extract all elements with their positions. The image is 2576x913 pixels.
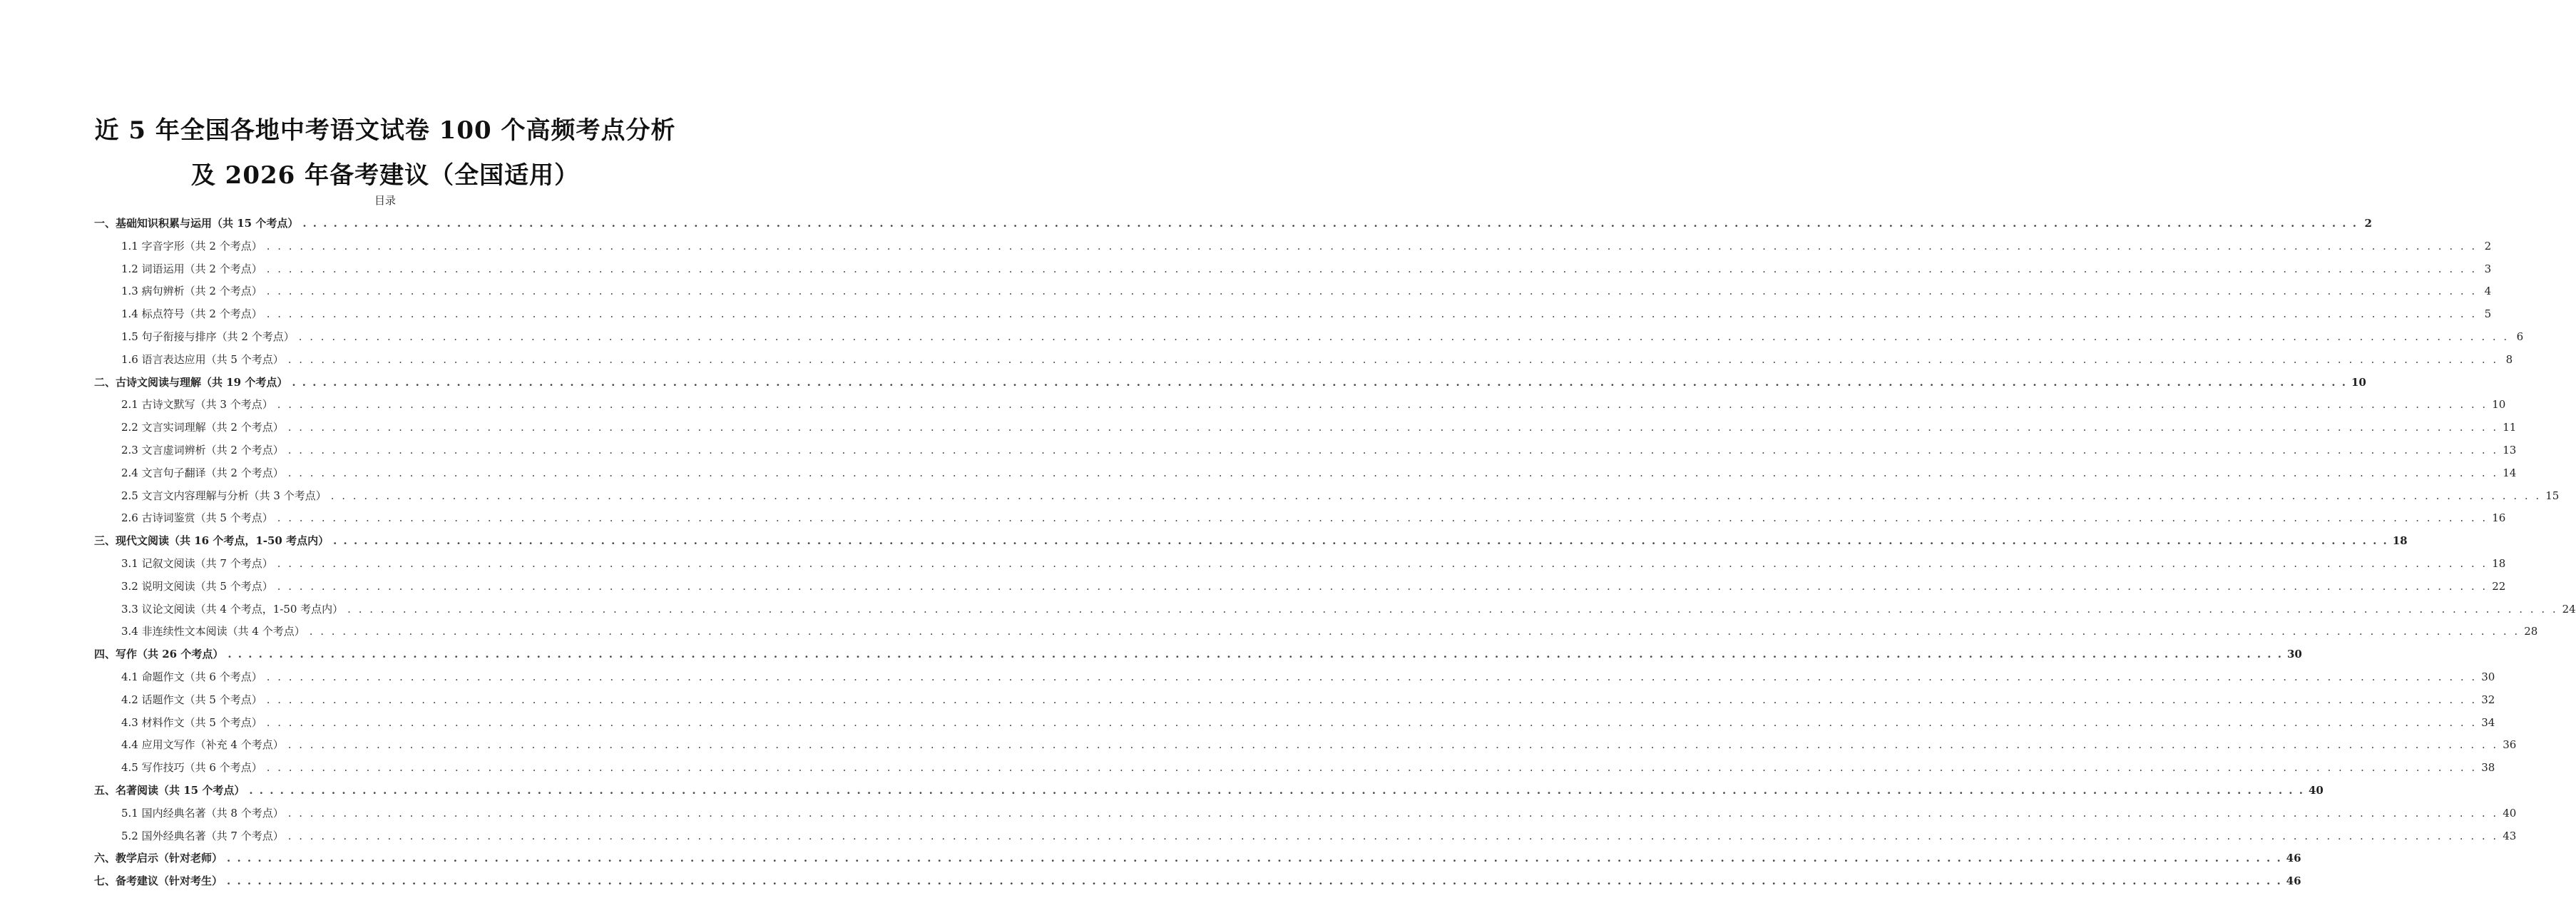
toc-entry-label: 1.4 标点符号（共 2 个考点）	[121, 307, 262, 321]
toc-subsection-entry[interactable]	[121, 465, 2517, 481]
toc-leader-dots: . . . . . . . . . . . . . . . . . . . . . . . . . . . . . . . . . . . . . . . . . . . . . . . . . . . . . . . . . . . . . . . . . . . . . . . . . . . . . . . . . . . . . . . . . . . . . . . . . . . . . . . . . . . . . . . . . . . . . . . . . . . . . . . . . . . . . . . . . . . . . . . . . . . . . . . . . . . . . . . . . . . . . . . . . . . . . . . . . . . . . . . . . . . . . . . . . . . . . . . .	[287, 444, 2499, 456]
toc-subsection-entry[interactable]	[121, 488, 2560, 504]
toc-entry-page-number: 3	[2484, 262, 2492, 275]
document-title-line-2: 及 2026 年备考建议（全国适用）	[190, 161, 580, 190]
toc-entry-page-number: 43	[2503, 829, 2517, 842]
toc-subsection-entry[interactable]	[121, 329, 2524, 345]
toc-subsection-entry[interactable]	[121, 669, 2495, 685]
toc-entry-label: 五、名著阅读（共 15 个考点）	[94, 784, 245, 797]
toc-entry-label: 4.2 话题作文（共 5 个考点）	[121, 693, 262, 706]
toc-entry-label: 2.2 文言实词理解（共 2 个考点）	[121, 421, 284, 434]
toc-leader-dots: . . . . . . . . . . . . . . . . . . . . . . . . . . . . . . . . . . . . . . . . . . . . . . . . . . . . . . . . . . . . . . . . . . . . . . . . . . . . . . . . . . . . . . . . . . . . . . . . . . . . . . . . . . . . . . . . . . . . . . . . . . . . . . . . . . . . . . . . . . . . . . . . . . . . . . . . . . . . . . . . . . . . . . . . . . . . . . . . . . . . . . . . . . . . . . . . . . . . . . . .	[277, 398, 2488, 412]
toc-subsection-entry[interactable]	[121, 238, 2492, 254]
toc-entry-page-number: 8	[2505, 352, 2513, 366]
toc-entry-page-number: 4	[2484, 285, 2492, 298]
toc-leader-dots: . . . . . . . . . . . . . . . . . . . . . . . . . . . . . . . . . . . . . . . . . . . . . . . . . . . . . . . . . . . . . . . . . . . . . . . . . . . . . . . . . . . . . . . . . . . . . . . . . . . . . . . . . . . . . . . . . . . . . . . . . . . . . . . . . . . . . . . . . . . . . . . . . . . . . . . . . . . . . . . . . . . . . . . . . . . . . . . . . . . . . . . . . . . . . . . . . . . . . . . .	[266, 670, 2478, 683]
toc-entry-page-number: 18	[2392, 534, 2408, 548]
toc-entry-label: 三、现代文阅读（共 16 个考点，1-50 考点内）	[94, 534, 329, 548]
toc-entry-label: 1.3 病句辨析（共 2 个考点）	[121, 285, 262, 298]
toc-subsection-entry[interactable]	[121, 306, 2492, 322]
toc-subsection-entry[interactable]	[121, 419, 2517, 435]
toc-subsection-entry[interactable]	[121, 692, 2495, 708]
toc-entry-label: 3.1 记叙文阅读（共 7 个考点）	[121, 557, 273, 570]
toc-leader-dots: . . . . . . . . . . . . . . . . . . . . . . . . . . . . . . . . . . . . . . . . . . . . . . . . . . . . . . . . . . . . . . . . . . . . . . . . . . . . . . . . . . . . . . . . . . . . . . . . . . . . . . . . . . . . . . . . . . . . . . . . . . . . . . . . . . . . . . . . . . . . . . . . . . . . . . . . . . . . . . . . . . . . . . . . . . . . . . . . . . . . . . . . . . . . . . . . . . . . . . . .	[292, 375, 2347, 389]
toc-entry-page-number: 34	[2481, 715, 2495, 729]
toc-section-entry[interactable]	[94, 782, 2324, 798]
toc-subsection-entry[interactable]	[121, 556, 2506, 571]
toc-subsection-entry[interactable]	[121, 760, 2495, 775]
toc-section-entry[interactable]	[94, 374, 2366, 390]
toc-leader-dots: . . . . . . . . . . . . . . . . . . . . . . . . . . . . . . . . . . . . . . . . . . . . . . . . . . . . . . . . . . . . . . . . . . . . . . . . . . . . . . . . . . . . . . . . . . . . . . . . . . . . . . . . . . . . . . . . . . . . . . . . . . . . . . . . . . . . . . . . . . . . . . . . . . . . . . . . . . . . . . . . . . . . . . . . . . . . . . . . . . . . . . . . . . . . . . . . . . . . . . . .	[298, 330, 2510, 343]
toc-entry-page-number: 13	[2503, 444, 2517, 456]
toc-leader-dots: . . . . . . . . . . . . . . . . . . . . . . . . . . . . . . . . . . . . . . . . . . . . . . . . . . . . . . . . . . . . . . . . . . . . . . . . . . . . . . . . . . . . . . . . . . . . . . . . . . . . . . . . . . . . . . . . . . . . . . . . . . . . . . . . . . . . . . . . . . . . . . . . . . . . . . . . . . . . . . . . . . . . . . . . . . . . . . . . . . . . . . . . . . . . . . . . . . . . . . . .	[277, 557, 2488, 570]
toc-leader-dots: . . . . . . . . . . . . . . . . . . . . . . . . . . . . . . . . . . . . . . . . . . . . . . . . . . . . . . . . . . . . . . . . . . . . . . . . . . . . . . . . . . . . . . . . . . . . . . . . . . . . . . . . . . . . . . . . . . . . . . . . . . . . . . . . . . . . . . . . . . . . . . . . . . . . . . . . . . . . . . . . . . . . . . . . . . . . . . . . . . . . . . . . . . . . . . . . . . . . . . . .	[333, 534, 2388, 548]
toc-leader-dots: . . . . . . . . . . . . . . . . . . . . . . . . . . . . . . . . . . . . . . . . . . . . . . . . . . . . . . . . . . . . . . . . . . . . . . . . . . . . . . . . . . . . . . . . . . . . . . . . . . . . . . . . . . . . . . . . . . . . . . . . . . . . . . . . . . . . . . . . . . . . . . . . . . . . . . . . . . . . . . . . . . . . . . . . . . . . . . . . . . . . . . . . . . . . . . . . . . . . . . . .	[266, 239, 2478, 253]
toc-entry-page-number: 10	[2492, 398, 2506, 412]
toc-entry-label: 2.6 古诗词鉴赏（共 5 个考点）	[121, 511, 273, 525]
toc-leader-dots: . . . . . . . . . . . . . . . . . . . . . . . . . . . . . . . . . . . . . . . . . . . . . . . . . . . . . . . . . . . . . . . . . . . . . . . . . . . . . . . . . . . . . . . . . . . . . . . . . . . . . . . . . . . . . . . . . . . . . . . . . . . . . . . . . . . . . . . . . . . . . . . . . . . . . . . . . . . . . . . . . . . . . . . . . . . . . . . . . . . . . . . . . . . . . . . . . . . . . . . .	[249, 784, 2304, 797]
toc-section-entry[interactable]	[94, 215, 2372, 231]
toc-entry-label: 二、古诗文阅读与理解（共 19 个考点）	[94, 375, 288, 389]
toc-leader-dots: . . . . . . . . . . . . . . . . . . . . . . . . . . . . . . . . . . . . . . . . . . . . . . . . . . . . . . . . . . . . . . . . . . . . . . . . . . . . . . . . . . . . . . . . . . . . . . . . . . . . . . . . . . . . . . . . . . . . . . . . . . . . . . . . . . . . . . . . . . . . . . . . . . . . . . . . . . . . . . . . . . . . . . . . . . . . . . . . . . . . . . . . . . . . . . . . . . . . . . . .	[266, 262, 2478, 275]
toc-leader-dots: . . . . . . . . . . . . . . . . . . . . . . . . . . . . . . . . . . . . . . . . . . . . . . . . . . . . . . . . . . . . . . . . . . . . . . . . . . . . . . . . . . . . . . . . . . . . . . . . . . . . . . . . . . . . . . . . . . . . . . . . . . . . . . . . . . . . . . . . . . . . . . . . . . . . . . . . . . . . . . . . . . . . . . . . . . . . . . . . . . . . . . . . . . . . . . . . . . . . . . . .	[228, 648, 2283, 661]
toc-section-entry[interactable]	[94, 850, 2301, 866]
toc-section-entry[interactable]	[94, 873, 2301, 889]
toc-entry-page-number: 16	[2492, 511, 2506, 525]
toc-entry-label: 4.3 材料作文（共 5 个考点）	[121, 715, 262, 729]
toc-entry-label: 1.5 句子衔接与排序（共 2 个考点）	[121, 330, 295, 343]
toc-entry-label: 3.2 说明文阅读（共 5 个考点）	[121, 579, 273, 593]
toc-entry-label: 一、基础知识积累与运用（共 15 个考点）	[94, 217, 299, 230]
toc-subsection-entry[interactable]	[121, 828, 2517, 844]
toc-entry-page-number: 30	[2481, 670, 2495, 683]
toc-entry-page-number: 11	[2503, 421, 2517, 434]
toc-entry-page-number: 10	[2351, 375, 2366, 389]
toc-entry-page-number: 40	[2308, 784, 2324, 797]
toc-entry-page-number: 24	[2562, 602, 2576, 616]
toc-leader-dots: . . . . . . . . . . . . . . . . . . . . . . . . . . . . . . . . . . . . . . . . . . . . . . . . . . . . . . . . . . . . . . . . . . . . . . . . . . . . . . . . . . . . . . . . . . . . . . . . . . . . . . . . . . . . . . . . . . . . . . . . . . . . . . . . . . . . . . . . . . . . . . . . . . . . . . . . . . . . . . . . . . . . . . . . . . . . . . . . . . . . . . . . . . . . . . . . . . . . . . . .	[330, 489, 2542, 502]
toc-subsection-entry[interactable]	[121, 601, 2576, 617]
toc-entry-label: 七、备考建议（针对考生）	[94, 874, 223, 888]
toc-leader-dots: . . . . . . . . . . . . . . . . . . . . . . . . . . . . . . . . . . . . . . . . . . . . . . . . . . . . . . . . . . . . . . . . . . . . . . . . . . . . . . . . . . . . . . . . . . . . . . . . . . . . . . . . . . . . . . . . . . . . . . . . . . . . . . . . . . . . . . . . . . . . . . . . . . . . . . . . . . . . . . . . . . . . . . . . . . . . . . . . . . . . . . . . . . . . . . . . . . . . . . . .	[287, 738, 2499, 752]
toc-leader-dots: . . . . . . . . . . . . . . . . . . . . . . . . . . . . . . . . . . . . . . . . . . . . . . . . . . . . . . . . . . . . . . . . . . . . . . . . . . . . . . . . . . . . . . . . . . . . . . . . . . . . . . . . . . . . . . . . . . . . . . . . . . . . . . . . . . . . . . . . . . . . . . . . . . . . . . . . . . . . . . . . . . . . . . . . . . . . . . . . . . . . . . . . . . . . . . . . . . . . . . . .	[287, 806, 2499, 820]
toc-subsection-entry[interactable]	[121, 510, 2506, 526]
toc-leader-dots: . . . . . . . . . . . . . . . . . . . . . . . . . . . . . . . . . . . . . . . . . . . . . . . . . . . . . . . . . . . . . . . . . . . . . . . . . . . . . . . . . . . . . . . . . . . . . . . . . . . . . . . . . . . . . . . . . . . . . . . . . . . . . . . . . . . . . . . . . . . . . . . . . . . . . . . . . . . . . . . . . . . . . . . . . . . . . . . . . . . . . . . . . . . . . . . . . . . . . . . .	[227, 874, 2282, 888]
toc-leader-dots: . . . . . . . . . . . . . . . . . . . . . . . . . . . . . . . . . . . . . . . . . . . . . . . . . . . . . . . . . . . . . . . . . . . . . . . . . . . . . . . . . . . . . . . . . . . . . . . . . . . . . . . . . . . . . . . . . . . . . . . . . . . . . . . . . . . . . . . . . . . . . . . . . . . . . . . . . . . . . . . . . . . . . . . . . . . . . . . . . . . . . . . . . . . . . . . . . . . . . . . .	[309, 625, 2520, 638]
toc-entry-page-number: 28	[2524, 625, 2538, 638]
toc-entry-label: 4.4 应用文写作（补充 4 个考点）	[121, 738, 284, 752]
toc-subsection-entry[interactable]	[121, 397, 2506, 412]
toc-subsection-entry[interactable]	[121, 578, 2506, 594]
toc-entry-page-number: 2	[2364, 217, 2372, 230]
toc-entry-page-number: 32	[2481, 693, 2495, 706]
toc-leader-dots: . . . . . . . . . . . . . . . . . . . . . . . . . . . . . . . . . . . . . . . . . . . . . . . . . . . . . . . . . . . . . . . . . . . . . . . . . . . . . . . . . . . . . . . . . . . . . . . . . . . . . . . . . . . . . . . . . . . . . . . . . . . . . . . . . . . . . . . . . . . . . . . . . . . . . . . . . . . . . . . . . . . . . . . . . . . . . . . . . . . . . . . . . . . . . . . . . . . . . . . .	[227, 852, 2282, 865]
toc-entry-page-number: 40	[2503, 806, 2517, 820]
toc-entry-page-number: 2	[2484, 239, 2492, 253]
toc-entry-page-number: 5	[2484, 307, 2492, 321]
toc-entry-label: 5.1 国内经典名著（共 8 个考点）	[121, 806, 284, 820]
toc-leader-dots: . . . . . . . . . . . . . . . . . . . . . . . . . . . . . . . . . . . . . . . . . . . . . . . . . . . . . . . . . . . . . . . . . . . . . . . . . . . . . . . . . . . . . . . . . . . . . . . . . . . . . . . . . . . . . . . . . . . . . . . . . . . . . . . . . . . . . . . . . . . . . . . . . . . . . . . . . . . . . . . . . . . . . . . . . . . . . . . . . . . . . . . . . . . . . . . . . . . . . . . .	[287, 421, 2499, 434]
toc-leader-dots: . . . . . . . . . . . . . . . . . . . . . . . . . . . . . . . . . . . . . . . . . . . . . . . . . . . . . . . . . . . . . . . . . . . . . . . . . . . . . . . . . . . . . . . . . . . . . . . . . . . . . . . . . . . . . . . . . . . . . . . . . . . . . . . . . . . . . . . . . . . . . . . . . . . . . . . . . . . . . . . . . . . . . . . . . . . . . . . . . . . . . . . . . . . . . . . . . . . . . . . .	[287, 829, 2499, 842]
toc-entry-label: 六、教学启示（针对老师）	[94, 852, 223, 865]
toc-entry-page-number: 15	[2545, 489, 2560, 502]
toc-entry-page-number: 36	[2503, 738, 2517, 752]
toc-subsection-entry[interactable]	[121, 805, 2517, 821]
toc-entry-label: 3.3 议论文阅读（共 4 个考点，1-50 考点内）	[121, 602, 344, 616]
document-title-line-1: 近 5 年全国各地中考语文试卷 100 个高频考点分析	[94, 116, 676, 145]
toc-entry-label: 4.5 写作技巧（共 6 个考点）	[121, 761, 262, 775]
toc-entry-page-number: 30	[2286, 648, 2302, 661]
toc-leader-dots: . . . . . . . . . . . . . . . . . . . . . . . . . . . . . . . . . . . . . . . . . . . . . . . . . . . . . . . . . . . . . . . . . . . . . . . . . . . . . . . . . . . . . . . . . . . . . . . . . . . . . . . . . . . . . . . . . . . . . . . . . . . . . . . . . . . . . . . . . . . . . . . . . . . . . . . . . . . . . . . . . . . . . . . . . . . . . . . . . . . . . . . . . . . . . . . . . . . . . . . .	[266, 285, 2478, 298]
toc-entry-page-number: 46	[2286, 874, 2301, 888]
toc-entry-label: 2.3 文言虚词辨析（共 2 个考点）	[121, 444, 284, 456]
toc-subsection-entry[interactable]	[121, 737, 2517, 753]
toc-entry-label: 2.1 古诗文默写（共 3 个考点）	[121, 398, 273, 412]
toc-entry-label: 5.2 国外经典名著（共 7 个考点）	[121, 829, 284, 842]
toc-subsection-entry[interactable]	[121, 623, 2538, 639]
toc-leader-dots: . . . . . . . . . . . . . . . . . . . . . . . . . . . . . . . . . . . . . . . . . . . . . . . . . . . . . . . . . . . . . . . . . . . . . . . . . . . . . . . . . . . . . . . . . . . . . . . . . . . . . . . . . . . . . . . . . . . . . . . . . . . . . . . . . . . . . . . . . . . . . . . . . . . . . . . . . . . . . . . . . . . . . . . . . . . . . . . . . . . . . . . . . . . . . . . . . . . . . . . .	[287, 466, 2499, 479]
toc-entry-label: 3.4 非连续性文本阅读（共 4 个考点）	[121, 625, 305, 638]
toc-heading: 目录	[374, 194, 396, 207]
toc-subsection-entry[interactable]	[121, 283, 2492, 299]
toc-entry-page-number: 18	[2492, 557, 2506, 570]
toc-entry-label: 1.6 语言表达应用（共 5 个考点）	[121, 352, 284, 366]
toc-entry-page-number: 14	[2503, 466, 2517, 479]
toc-entry-label: 4.1 命题作文（共 6 个考点）	[121, 670, 262, 683]
toc-leader-dots: . . . . . . . . . . . . . . . . . . . . . . . . . . . . . . . . . . . . . . . . . . . . . . . . . . . . . . . . . . . . . . . . . . . . . . . . . . . . . . . . . . . . . . . . . . . . . . . . . . . . . . . . . . . . . . . . . . . . . . . . . . . . . . . . . . . . . . . . . . . . . . . . . . . . . . . . . . . . . . . . . . . . . . . . . . . . . . . . . . . . . . . . . . . . . . . . . . . . . . . .	[302, 217, 2358, 230]
toc-section-entry[interactable]	[94, 533, 2408, 549]
toc-leader-dots: . . . . . . . . . . . . . . . . . . . . . . . . . . . . . . . . . . . . . . . . . . . . . . . . . . . . . . . . . . . . . . . . . . . . . . . . . . . . . . . . . . . . . . . . . . . . . . . . . . . . . . . . . . . . . . . . . . . . . . . . . . . . . . . . . . . . . . . . . . . . . . . . . . . . . . . . . . . . . . . . . . . . . . . . . . . . . . . . . . . . . . . . . . . . . . . . . . . . . . . .	[287, 352, 2499, 366]
toc-entry-label: 2.5 文言文内容理解与分析（共 3 个考点）	[121, 489, 327, 502]
toc-entry-label: 1.1 字音字形（共 2 个考点）	[121, 239, 262, 253]
toc-entry-label: 1.2 词语运用（共 2 个考点）	[121, 262, 262, 275]
toc-leader-dots: . . . . . . . . . . . . . . . . . . . . . . . . . . . . . . . . . . . . . . . . . . . . . . . . . . . . . . . . . . . . . . . . . . . . . . . . . . . . . . . . . . . . . . . . . . . . . . . . . . . . . . . . . . . . . . . . . . . . . . . . . . . . . . . . . . . . . . . . . . . . . . . . . . . . . . . . . . . . . . . . . . . . . . . . . . . . . . . . . . . . . . . . . . . . . . . . . . . . . . . .	[266, 693, 2478, 706]
toc-leader-dots: . . . . . . . . . . . . . . . . . . . . . . . . . . . . . . . . . . . . . . . . . . . . . . . . . . . . . . . . . . . . . . . . . . . . . . . . . . . . . . . . . . . . . . . . . . . . . . . . . . . . . . . . . . . . . . . . . . . . . . . . . . . . . . . . . . . . . . . . . . . . . . . . . . . . . . . . . . . . . . . . . . . . . . . . . . . . . . . . . . . . . . . . . . . . . . . . . . . . . . . .	[277, 579, 2488, 593]
toc-entry-page-number: 38	[2481, 761, 2495, 775]
toc-section-entry[interactable]	[94, 646, 2302, 662]
toc-entry-label: 四、写作（共 26 个考点）	[94, 648, 224, 661]
toc-subsection-entry[interactable]	[121, 352, 2513, 367]
toc-subsection-entry[interactable]	[121, 261, 2492, 277]
toc-leader-dots: . . . . . . . . . . . . . . . . . . . . . . . . . . . . . . . . . . . . . . . . . . . . . . . . . . . . . . . . . . . . . . . . . . . . . . . . . . . . . . . . . . . . . . . . . . . . . . . . . . . . . . . . . . . . . . . . . . . . . . . . . . . . . . . . . . . . . . . . . . . . . . . . . . . . . . . . . . . . . . . . . . . . . . . . . . . . . . . . . . . . . . . . . . . . . . . . . . . . . . . .	[277, 511, 2488, 525]
toc-entry-page-number: 22	[2492, 579, 2506, 593]
toc-entry-page-number: 6	[2516, 330, 2524, 343]
toc-entry-page-number: 46	[2286, 852, 2301, 865]
toc-subsection-entry[interactable]	[121, 442, 2517, 458]
toc-leader-dots: . . . . . . . . . . . . . . . . . . . . . . . . . . . . . . . . . . . . . . . . . . . . . . . . . . . . . . . . . . . . . . . . . . . . . . . . . . . . . . . . . . . . . . . . . . . . . . . . . . . . . . . . . . . . . . . . . . . . . . . . . . . . . . . . . . . . . . . . . . . . . . . . . . . . . . . . . . . . . . . . . . . . . . . . . . . . . . . . . . . . . . . . . . . . . . . . . . . . . . . .	[266, 761, 2478, 775]
toc-entry-label: 2.4 文言句子翻译（共 2 个考点）	[121, 466, 284, 479]
toc-leader-dots: . . . . . . . . . . . . . . . . . . . . . . . . . . . . . . . . . . . . . . . . . . . . . . . . . . . . . . . . . . . . . . . . . . . . . . . . . . . . . . . . . . . . . . . . . . . . . . . . . . . . . . . . . . . . . . . . . . . . . . . . . . . . . . . . . . . . . . . . . . . . . . . . . . . . . . . . . . . . . . . . . . . . . . . . . . . . . . . . . . . . . . . . . . . . . . . . . . . . . . . .	[347, 602, 2558, 616]
toc-leader-dots: . . . . . . . . . . . . . . . . . . . . . . . . . . . . . . . . . . . . . . . . . . . . . . . . . . . . . . . . . . . . . . . . . . . . . . . . . . . . . . . . . . . . . . . . . . . . . . . . . . . . . . . . . . . . . . . . . . . . . . . . . . . . . . . . . . . . . . . . . . . . . . . . . . . . . . . . . . . . . . . . . . . . . . . . . . . . . . . . . . . . . . . . . . . . . . . . . . . . . . . .	[266, 307, 2478, 321]
toc-subsection-entry[interactable]	[121, 715, 2495, 730]
toc-leader-dots: . . . . . . . . . . . . . . . . . . . . . . . . . . . . . . . . . . . . . . . . . . . . . . . . . . . . . . . . . . . . . . . . . . . . . . . . . . . . . . . . . . . . . . . . . . . . . . . . . . . . . . . . . . . . . . . . . . . . . . . . . . . . . . . . . . . . . . . . . . . . . . . . . . . . . . . . . . . . . . . . . . . . . . . . . . . . . . . . . . . . . . . . . . . . . . . . . . . . . . . .	[266, 715, 2478, 729]
